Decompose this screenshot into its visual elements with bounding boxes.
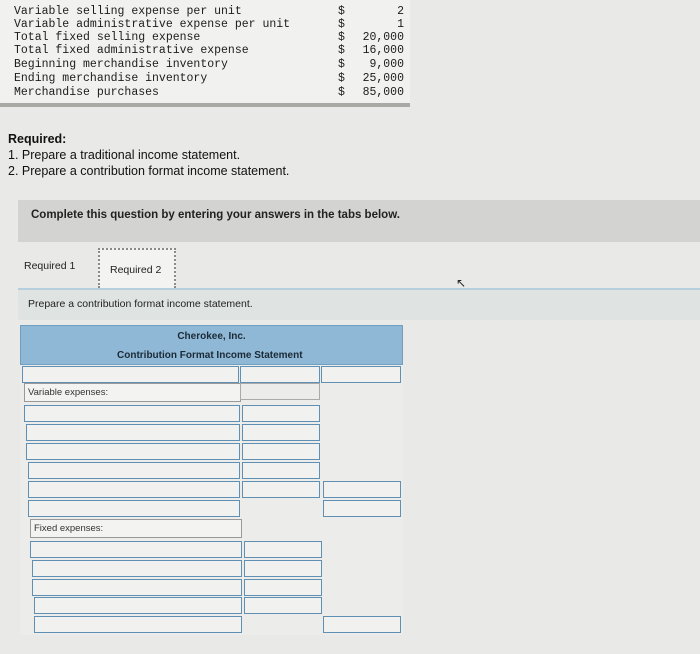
statement-header [20, 325, 403, 365]
statement-grid [20, 365, 403, 635]
dollar-sign: $ [338, 5, 345, 18]
data-label: Merchandise purchases [14, 86, 159, 99]
divider [0, 103, 410, 107]
label-input[interactable] [28, 462, 240, 479]
amount-input[interactable] [242, 443, 320, 460]
amount-input[interactable] [242, 424, 320, 441]
total-input[interactable] [321, 366, 401, 383]
data-value: 2 [397, 5, 404, 18]
variable-expenses-label [24, 383, 241, 402]
amount-input[interactable] [242, 481, 320, 498]
amount-input[interactable] [244, 560, 322, 577]
tab-label: Required 2 [110, 264, 162, 276]
cursor-icon: ↖ [456, 276, 467, 290]
label-input[interactable] [30, 541, 242, 558]
label-input[interactable] [32, 560, 242, 577]
required-section [8, 131, 289, 179]
tab-label: Required 1 [24, 260, 76, 272]
data-value: 16,000 [362, 44, 404, 57]
label-input[interactable] [24, 405, 240, 422]
amount-input[interactable] [242, 405, 320, 422]
data-value: 25,000 [362, 72, 404, 85]
label-input[interactable] [26, 424, 240, 441]
dollar-sign: $ [338, 18, 345, 31]
total-input[interactable] [323, 500, 401, 517]
amount-input[interactable] [242, 462, 320, 479]
data-label: Beginning merchandise inventory [14, 58, 228, 71]
data-value: 20,000 [362, 31, 404, 44]
label-input[interactable] [28, 481, 240, 498]
data-value: 85,000 [362, 86, 404, 99]
data-label: Ending merchandise inventory [14, 72, 208, 85]
label-input[interactable] [34, 597, 242, 614]
prompt-bar [18, 290, 700, 320]
data-value: 9,000 [369, 58, 404, 71]
label-input[interactable] [22, 366, 239, 383]
statement-title: Contribution Format Income Statement [117, 350, 303, 361]
data-label: Variable administrative expense per unit [14, 18, 291, 31]
label-input[interactable] [34, 616, 242, 633]
fixed-expenses-text: Fixed expenses: [34, 523, 104, 534]
instruction-bar [18, 200, 700, 242]
amount-input[interactable] [244, 541, 322, 558]
required-item: 1. Prepare a traditional income statement. [8, 148, 241, 162]
label-input[interactable] [26, 443, 240, 460]
label-input[interactable] [32, 579, 242, 596]
dollar-sign: $ [338, 58, 345, 71]
given-data-table [0, 0, 410, 104]
company-name: Cherokee, Inc. [177, 331, 246, 342]
data-value: 1 [397, 18, 404, 31]
data-label: Total fixed administrative expense [14, 44, 249, 57]
amount-input[interactable] [244, 579, 322, 596]
dollar-sign: $ [338, 31, 345, 44]
variable-expenses-text: Variable expenses: [28, 387, 109, 398]
required-item: 2. Prepare a contribution format income statement. [8, 164, 290, 178]
required-heading: Required: [8, 132, 67, 146]
amount-input[interactable] [240, 366, 320, 383]
data-label: Variable selling expense per unit [14, 5, 242, 18]
amount-input[interactable] [240, 383, 320, 400]
total-input[interactable] [323, 616, 401, 633]
dollar-sign: $ [338, 44, 345, 57]
amount-input[interactable] [244, 597, 322, 614]
dollar-sign: $ [338, 72, 345, 85]
data-label: Total fixed selling expense [14, 31, 201, 44]
label-input[interactable] [28, 500, 240, 517]
fixed-expenses-label [30, 519, 242, 538]
dollar-sign: $ [338, 86, 345, 99]
tab-required-2[interactable] [98, 248, 176, 288]
instruction-text: Complete this question by entering your answers in the tabs below. [31, 209, 400, 221]
total-input[interactable] [323, 481, 401, 498]
prompt-text: Prepare a contribution format income statement. [28, 298, 253, 310]
tab-required-1[interactable] [24, 260, 75, 272]
